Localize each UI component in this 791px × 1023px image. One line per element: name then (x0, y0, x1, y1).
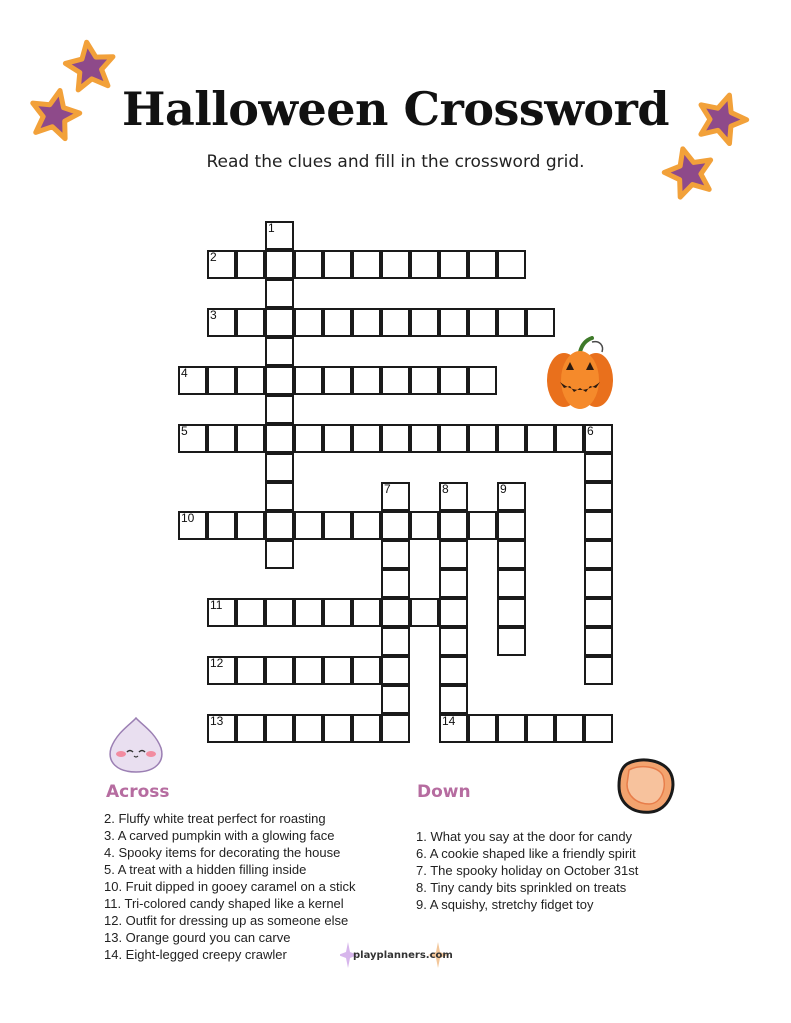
clue-number: 14 (442, 714, 456, 728)
grid-cell[interactable] (323, 366, 352, 395)
candy-icon (615, 756, 677, 816)
grid-cell[interactable] (381, 627, 410, 656)
clue-number: 8 (442, 482, 449, 496)
grid-cell[interactable] (410, 250, 439, 279)
grid-cell[interactable] (352, 424, 381, 453)
brand-label: playplanners.com (353, 950, 453, 961)
grid-cell[interactable] (497, 540, 526, 569)
grid-cell[interactable] (584, 424, 613, 453)
grid-cell[interactable] (323, 308, 352, 337)
grid-cell[interactable] (381, 366, 410, 395)
grid-cell[interactable] (323, 511, 352, 540)
grid-cell[interactable] (178, 511, 207, 540)
grid-cell[interactable] (381, 598, 410, 627)
grid-cell[interactable] (555, 714, 584, 743)
grid-cell[interactable] (265, 308, 294, 337)
grid-cell[interactable] (323, 424, 352, 453)
grid-cell[interactable] (178, 424, 207, 453)
marshmallow-icon (103, 714, 169, 776)
grid-cell[interactable] (555, 424, 584, 453)
grid-cell[interactable] (265, 221, 294, 250)
clue-item: 6. A cookie shaped like a friendly spirit (416, 846, 636, 861)
grid-cell[interactable] (352, 598, 381, 627)
grid-cell[interactable] (381, 511, 410, 540)
grid-cell[interactable] (381, 308, 410, 337)
clue-number: 4 (181, 366, 188, 380)
grid-cell[interactable] (439, 627, 468, 656)
grid-cell[interactable] (439, 685, 468, 714)
down-heading: Down (417, 782, 471, 802)
grid-cell[interactable] (236, 250, 265, 279)
grid-cell[interactable] (526, 308, 555, 337)
grid-cell[interactable] (265, 395, 294, 424)
clue-item: 4. Spooky items for decorating the house (104, 845, 341, 860)
clue-number: 9 (500, 482, 507, 496)
grid-cell[interactable] (439, 598, 468, 627)
clue-number: 3 (210, 308, 217, 322)
clue-item: 5. A treat with a hidden filling inside (104, 862, 307, 877)
grid-cell[interactable] (381, 569, 410, 598)
grid-cell[interactable] (323, 250, 352, 279)
grid-cell[interactable] (526, 714, 555, 743)
grid-cell[interactable] (439, 366, 468, 395)
clue-number: 13 (210, 714, 224, 728)
grid-cell[interactable] (207, 511, 236, 540)
grid-cell[interactable] (584, 511, 613, 540)
grid-cell[interactable] (497, 598, 526, 627)
grid-cell[interactable] (323, 714, 352, 743)
grid-cell[interactable] (468, 250, 497, 279)
grid-cell[interactable] (207, 598, 236, 627)
grid-cell[interactable] (497, 627, 526, 656)
clue-number: 7 (384, 482, 391, 496)
grid-cell[interactable] (178, 366, 207, 395)
grid-cell[interactable] (265, 511, 294, 540)
grid-cell[interactable] (294, 656, 323, 685)
grid-cell[interactable] (584, 656, 613, 685)
grid-cell[interactable] (381, 685, 410, 714)
clue-number: 12 (210, 656, 224, 670)
grid-cell[interactable] (439, 656, 468, 685)
grid-cell[interactable] (497, 569, 526, 598)
grid-cell[interactable] (294, 424, 323, 453)
grid-cell[interactable] (207, 250, 236, 279)
grid-cell[interactable] (584, 627, 613, 656)
grid-cell[interactable] (352, 714, 381, 743)
clue-number: 11 (210, 598, 223, 612)
grid-cell[interactable] (410, 308, 439, 337)
clue-number: 2 (210, 250, 217, 264)
clue-item: 12. Outfit for dressing up as someone else (104, 913, 349, 928)
grid-cell[interactable] (265, 482, 294, 511)
clue-item: 10. Fruit dipped in gooey caramel on a stick (104, 879, 356, 894)
clue-item: 1. What you say at the door for candy (416, 829, 633, 844)
grid-cell[interactable] (265, 656, 294, 685)
grid-cell[interactable] (468, 424, 497, 453)
grid-cell[interactable] (236, 366, 265, 395)
grid-cell[interactable] (439, 569, 468, 598)
grid-cell[interactable] (207, 308, 236, 337)
page-title: Halloween Crossword (122, 82, 669, 136)
grid-cell[interactable] (294, 598, 323, 627)
down-clues (416, 828, 638, 913)
grid-cell[interactable] (381, 250, 410, 279)
grid-cell[interactable] (294, 366, 323, 395)
grid-cell[interactable] (381, 656, 410, 685)
clue-number: 10 (181, 511, 195, 525)
grid-cell[interactable] (352, 250, 381, 279)
grid-cell[interactable] (410, 366, 439, 395)
grid-cell[interactable] (352, 511, 381, 540)
clue-item: 11. Tri-colored candy shaped like a kernel (104, 896, 344, 911)
grid-cell[interactable] (236, 308, 265, 337)
grid-cell[interactable] (294, 250, 323, 279)
clue-item: 2. Fluffy white treat perfect for roasting (104, 811, 326, 826)
grid-cell[interactable] (207, 714, 236, 743)
grid-cell[interactable] (207, 656, 236, 685)
grid-cell[interactable] (265, 250, 294, 279)
grid-cell[interactable] (497, 424, 526, 453)
grid-cell[interactable] (439, 714, 468, 743)
grid-cell[interactable] (236, 714, 265, 743)
grid-cell[interactable] (439, 424, 468, 453)
clue-item: 13. Orange gourd you can carve (104, 930, 291, 945)
grid-cell[interactable] (497, 308, 526, 337)
grid-cell[interactable] (497, 511, 526, 540)
grid-cell[interactable] (381, 540, 410, 569)
grid-cell[interactable] (439, 308, 468, 337)
grid-cell[interactable] (584, 453, 613, 482)
grid-cell[interactable] (497, 714, 526, 743)
clue-number: 1 (268, 221, 275, 235)
grid-cell[interactable] (265, 540, 294, 569)
grid-cell[interactable] (439, 482, 468, 511)
grid-cell[interactable] (526, 424, 555, 453)
grid-cell[interactable] (497, 482, 526, 511)
clue-item: 7. The spooky holiday on October 31st (416, 863, 639, 878)
grid-cell[interactable] (381, 424, 410, 453)
grid-cell[interactable] (352, 366, 381, 395)
grid-cell[interactable] (323, 598, 352, 627)
grid-cell[interactable] (265, 424, 294, 453)
grid-cell[interactable] (468, 366, 497, 395)
clue-number: 6 (587, 424, 594, 438)
grid-cell[interactable] (236, 511, 265, 540)
grid-cell[interactable] (584, 714, 613, 743)
clue-number: 5 (181, 424, 188, 438)
clue-item: 9. A squishy, stretchy fidget toy (416, 897, 594, 912)
grid-cell[interactable] (236, 656, 265, 685)
grid-cell[interactable] (352, 308, 381, 337)
grid-cell[interactable] (468, 714, 497, 743)
grid-cell[interactable] (294, 511, 323, 540)
grid-cell[interactable] (265, 337, 294, 366)
grid-cell[interactable] (584, 598, 613, 627)
grid-cell[interactable] (207, 366, 236, 395)
grid-cell[interactable] (265, 453, 294, 482)
grid-cell[interactable] (323, 656, 352, 685)
grid-cell[interactable] (265, 598, 294, 627)
grid-cell[interactable] (265, 714, 294, 743)
grid-cell[interactable] (584, 569, 613, 598)
grid-cell[interactable] (265, 366, 294, 395)
clue-item: 14. Eight-legged creepy crawler (104, 947, 287, 962)
grid-cell[interactable] (439, 540, 468, 569)
grid-cell[interactable] (294, 714, 323, 743)
clue-item: 3. A carved pumpkin with a glowing face (104, 828, 335, 843)
grid-cell[interactable] (410, 424, 439, 453)
across-heading: Across (106, 782, 170, 802)
grid-cell[interactable] (381, 714, 410, 743)
grid-cell[interactable] (468, 308, 497, 337)
grid-cell[interactable] (352, 656, 381, 685)
grid-cell[interactable] (584, 482, 613, 511)
grid-cell[interactable] (265, 279, 294, 308)
grid-cell[interactable] (410, 598, 439, 627)
grid-cell[interactable] (207, 424, 236, 453)
grid-cell[interactable] (439, 511, 468, 540)
grid-cell[interactable] (294, 308, 323, 337)
grid-cell[interactable] (236, 424, 265, 453)
grid-cell[interactable] (410, 511, 439, 540)
grid-cell[interactable] (584, 540, 613, 569)
grid-cell[interactable] (236, 598, 265, 627)
grid-cell[interactable] (381, 482, 410, 511)
grid-cell[interactable] (439, 250, 468, 279)
clue-item: 8. Tiny candy bits sprinkled on treats (416, 880, 627, 895)
grid-cell[interactable] (497, 250, 526, 279)
page-subtitle: Read the clues and fill in the crossword grid. (206, 152, 585, 172)
grid-cell[interactable] (468, 511, 497, 540)
across-clues (104, 810, 355, 963)
